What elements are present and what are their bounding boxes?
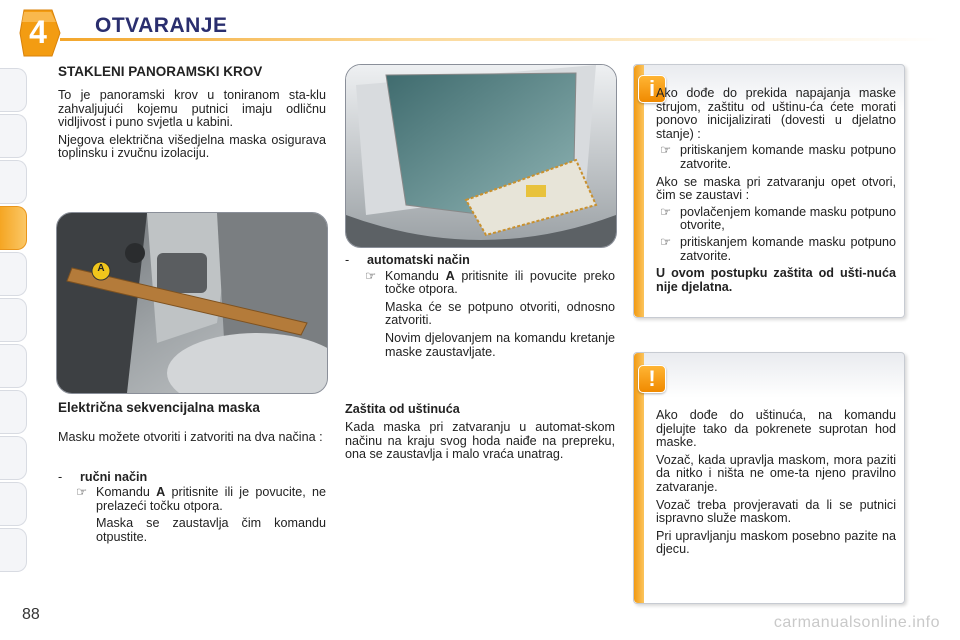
info-reopen-text: Ako se maska pri zatvaranju opet otvori, čim se zaustavi :	[656, 174, 896, 203]
pointer-icon: ☞	[660, 143, 672, 158]
info-step-1-text: pritiskanjem komande masku potpuno zatvorite.	[680, 143, 896, 171]
manual-step-key: A	[156, 485, 166, 500]
console-photo	[56, 212, 328, 394]
watermark: carmanualsonline.info	[773, 614, 940, 631]
chapter-badge	[18, 8, 58, 56]
warning-text-3: Vozač treba provjeravati da li se putnici ispravno služe maskom.	[656, 497, 896, 526]
info-warning-bold: U ovom postupku zaštita od ušti-nuća nije djelatna.	[656, 266, 896, 294]
info-step-3-text: pritiskanjem komande masku potpuno zatvorite.	[680, 234, 896, 263]
pointer-icon: ☞	[660, 204, 672, 219]
manual-step-post: pritisnite ili je povucite, ne prelazeći točku otpora.	[96, 485, 327, 513]
manual-step-pre: Komandu	[96, 485, 150, 500]
info-step-3	[656, 236, 896, 263]
warning-text-1: Ako dođe do uštinuća, na komandu djelujte tako da pokrenete suprotan hod maske.	[656, 408, 896, 450]
pointer-icon: ☞	[76, 485, 88, 500]
auto-mode-item	[345, 254, 615, 268]
tab-5[interactable]	[0, 252, 27, 296]
roof-description: To je panoramski krov u toniranom sta-klu zahvaljujući kojemu putnici imaju odličnu vidljivost i puno svjetla u kabini.	[58, 88, 326, 130]
chapter-tabs	[0, 60, 30, 580]
tab-7[interactable]	[0, 344, 27, 388]
pointer-icon: ☞	[660, 234, 672, 249]
mask-methods-text: Masku možete otvoriti i zatvoriti na dva načina :	[58, 430, 323, 444]
header-rule	[60, 38, 940, 41]
auto-mode-stop: Novim djelovanjem na komandu kretanje maske zaustavljate.	[385, 330, 615, 359]
tab-10[interactable]	[0, 482, 27, 526]
roof-insulation-text: Njegova električna višedjelna maska osigurava toplinsku i zvučnu izolaciju.	[58, 132, 326, 161]
info-step-2	[656, 206, 896, 233]
info-panel	[633, 64, 905, 318]
tab-8[interactable]	[0, 390, 27, 434]
dash-marker: -	[58, 469, 63, 484]
auto-mode-label: automatski način	[367, 253, 470, 267]
pinch-protection-text: Kada maska pri zatvaranju u automat-skom načinu na kraju svog hoda naiđe na prepreku, ona se zaustavlja i malo vraća unatrag.	[345, 420, 615, 462]
tab-11[interactable]	[0, 528, 27, 572]
pinch-protection-title: Zaštita od uštinuća	[345, 402, 460, 416]
auto-mode-step	[361, 270, 615, 297]
info-icon: i	[638, 75, 666, 103]
chapter-number: 4	[29, 14, 47, 50]
page-number: 88	[22, 606, 40, 623]
page-title: OTVARANJE	[95, 14, 228, 37]
section-title-mask: Električna sekvencijalna maska	[58, 400, 260, 415]
callout-label-a: A	[97, 263, 105, 274]
manual-mode-step	[72, 486, 326, 513]
auto-step-key: A	[445, 268, 455, 283]
info-intro: Ako dođe do prekida napajanja maske strujom, zaštitu od uštinu-ća ćete morati ponovo inicijalizirati (dovesti u djelatno stanje) :	[656, 86, 896, 141]
auto-step-pre: Komandu	[385, 268, 439, 283]
warning-text-2: Vozač, kada upravlja maskom, mora paziti da nitko i ništa ne ome-ta njeno pravilno zatvaranje.	[656, 452, 896, 494]
warning-text-4: Pri upravljanju maskom posebno pazite na djecu.	[656, 528, 896, 557]
roof-photo	[345, 64, 617, 248]
manual-mode-label: ručni način	[80, 469, 148, 484]
warning-panel	[633, 352, 905, 604]
auto-step-post: pritisnite ili povucite preko točke otpora.	[385, 268, 615, 297]
tab-3[interactable]	[0, 160, 27, 204]
auto-mode-result: Maska će se potpuno otvoriti, odnosno zatvoriti.	[385, 299, 615, 328]
section-title-roof: STAKLENI PANORAMSKI KROV	[58, 64, 263, 79]
tab-4-active[interactable]	[0, 206, 27, 250]
manual-mode-release: Maska se zaustavlja čim komandu otpustite.	[96, 516, 326, 544]
tab-6[interactable]	[0, 298, 27, 342]
info-step-1	[656, 144, 896, 171]
manual-mode-item	[58, 471, 326, 485]
tab-2[interactable]	[0, 114, 27, 158]
pointer-icon: ☞	[365, 268, 377, 283]
warning-icon: !	[638, 365, 666, 393]
dash-marker: -	[345, 253, 350, 267]
tab-9[interactable]	[0, 436, 27, 480]
info-step-2-text: povlačenjem komande masku potpuno otvorite,	[680, 204, 896, 233]
tab-1[interactable]	[0, 68, 27, 112]
